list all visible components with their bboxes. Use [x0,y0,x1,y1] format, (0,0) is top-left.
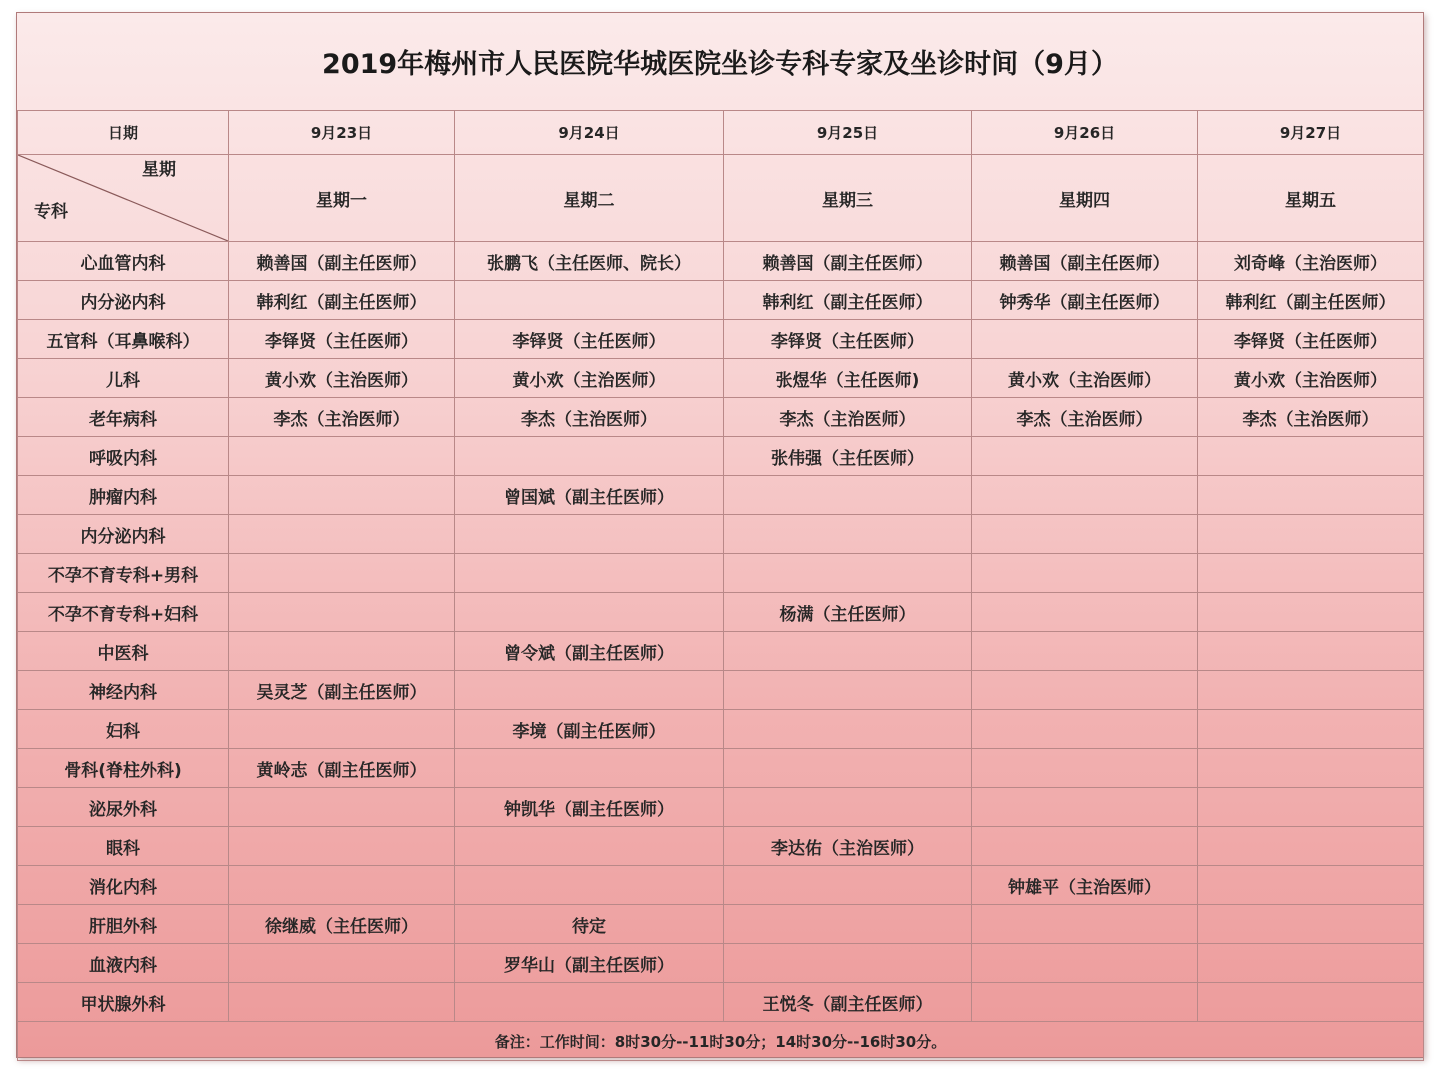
doctor-cell: 李杰（主治医师） [724,398,972,437]
doctor-cell [455,827,724,866]
doctor-cell: 杨满（主任医师） [724,593,972,632]
date-header-row [18,111,1424,155]
doctor-cell [455,593,724,632]
doctor-cell [972,476,1198,515]
weekday-cell: 星期五 [1198,155,1424,242]
doctor-cell: 黄小欢（主治医师） [229,359,455,398]
doctor-cell [1198,788,1424,827]
doctor-cell [1198,827,1424,866]
doctor-cell [972,515,1198,554]
doctor-cell: 李铎贤（主任医师） [455,320,724,359]
table-row [18,710,1424,749]
doctor-cell [1198,866,1424,905]
doctor-cell [724,632,972,671]
doctor-cell: 李杰（主治医师） [972,398,1198,437]
weekday-cell: 星期四 [972,155,1198,242]
doctor-cell: 李境（副主任医师） [455,710,724,749]
doctor-cell [724,671,972,710]
doctor-cell [1198,710,1424,749]
dept-name: 五官科（耳鼻喉科） [18,320,229,359]
dept-name: 肿瘤内科 [18,476,229,515]
doctor-cell [972,944,1198,983]
doctor-cell: 李铎贤（主任医师） [1198,320,1424,359]
work-hours-note: 备注：工作时间：8时30分--11时30分；14时30分--16时30分。 [18,1022,1424,1061]
weekday-label: 星期 [142,160,176,180]
doctor-cell: 刘奇峰（主治医师） [1198,242,1424,281]
dept-name: 心血管内科 [18,242,229,281]
doctor-cell [972,905,1198,944]
table-row [18,632,1424,671]
doctor-cell: 张鹏飞（主任医师、院长） [455,242,724,281]
doctor-cell [972,632,1198,671]
doctor-cell [1198,632,1424,671]
doctor-cell [229,593,455,632]
doctor-cell [724,554,972,593]
table-row [18,827,1424,866]
doctor-cell [724,905,972,944]
table-row [18,515,1424,554]
table-row [18,320,1424,359]
dept-name: 不孕不育专科+妇科 [18,593,229,632]
date-cell: 9月24日 [455,111,724,155]
date-cell: 9月25日 [724,111,972,155]
dept-name: 妇科 [18,710,229,749]
doctor-cell [1198,593,1424,632]
weekday-cell: 星期二 [455,155,724,242]
diagonal-header-cell [18,155,229,242]
doctor-cell [972,593,1198,632]
doctor-cell [972,983,1198,1022]
note-row [18,1022,1424,1061]
doctor-cell: 曾国斌（副主任医师） [455,476,724,515]
doctor-cell [724,710,972,749]
table-row [18,749,1424,788]
doctor-cell [724,515,972,554]
doctor-cell [724,944,972,983]
doctor-cell: 李杰（主治医师） [1198,398,1424,437]
doctor-cell [455,281,724,320]
doctor-cell [1198,554,1424,593]
table-row [18,281,1424,320]
table-row [18,242,1424,281]
doctor-cell: 吴灵芝（副主任医师） [229,671,455,710]
table-row [18,437,1424,476]
doctor-cell: 待定 [455,905,724,944]
doctor-cell: 曾令斌（副主任医师） [455,632,724,671]
doctor-cell [455,437,724,476]
doctor-cell [972,671,1198,710]
date-cell: 9月23日 [229,111,455,155]
table-row [18,944,1424,983]
doctor-cell [972,749,1198,788]
dept-name: 儿科 [18,359,229,398]
table-row [18,671,1424,710]
doctor-cell [229,710,455,749]
doctor-cell: 黄小欢（主治医师） [455,359,724,398]
doctor-cell: 钟凯华（副主任医师） [455,788,724,827]
dept-name: 骨科(脊柱外科) [18,749,229,788]
doctor-cell [972,320,1198,359]
dept-name: 老年病科 [18,398,229,437]
table-row [18,359,1424,398]
date-label: 日期 [18,111,229,155]
doctor-cell [972,788,1198,827]
dept-name: 泌尿外科 [18,788,229,827]
weekday-header-row [18,155,1424,242]
weekday-cell: 星期一 [229,155,455,242]
doctor-cell [1198,476,1424,515]
date-cell: 9月27日 [1198,111,1424,155]
doctor-cell [972,437,1198,476]
dept-name: 内分泌内科 [18,281,229,320]
doctor-cell: 钟秀华（副主任医师） [972,281,1198,320]
schedule-sheet [16,12,1424,1058]
doctor-cell [1198,749,1424,788]
doctor-cell: 张伟强（主任医师） [724,437,972,476]
doctor-cell [229,476,455,515]
doctor-cell: 赖善国（副主任医师） [724,242,972,281]
page-title: 2019年梅州市人民医院华城医院坐诊专科专家及坐诊时间（9月） [17,13,1423,111]
doctor-cell [1198,983,1424,1022]
date-cell: 9月26日 [972,111,1198,155]
table-row [18,788,1424,827]
doctor-cell: 王悦冬（副主任医师） [724,983,972,1022]
dept-name: 不孕不育专科+男科 [18,554,229,593]
doctor-cell: 黄小欢（主治医师） [1198,359,1424,398]
doctor-cell: 钟雄平（主治医师） [972,866,1198,905]
doctor-cell [1198,671,1424,710]
doctor-cell [229,866,455,905]
dept-name: 眼科 [18,827,229,866]
doctor-cell [972,827,1198,866]
table-row [18,905,1424,944]
doctor-cell: 罗华山（副主任医师） [455,944,724,983]
doctor-cell [455,554,724,593]
doctor-cell [455,983,724,1022]
doctor-cell: 李杰（主治医师） [229,398,455,437]
table-row [18,866,1424,905]
doctor-cell: 韩利红（副主任医师） [724,281,972,320]
doctor-cell: 李达佑（主治医师） [724,827,972,866]
doctor-cell: 徐继威（主任医师） [229,905,455,944]
dept-name: 内分泌内科 [18,515,229,554]
doctor-cell [455,866,724,905]
doctor-cell: 黄岭志（副主任医师） [229,749,455,788]
doctor-cell [229,515,455,554]
dept-label: 专科 [34,202,68,222]
doctor-cell: 李杰（主治医师） [455,398,724,437]
doctor-cell [1198,515,1424,554]
table-row [18,398,1424,437]
doctor-cell: 张煜华（主任医师) [724,359,972,398]
doctor-cell [724,749,972,788]
doctor-cell [724,788,972,827]
dept-name: 消化内科 [18,866,229,905]
doctor-cell [455,671,724,710]
doctor-cell: 赖善国（副主任医师） [972,242,1198,281]
doctor-cell [972,554,1198,593]
doctor-cell: 韩利红（副主任医师） [1198,281,1424,320]
doctor-cell: 李铎贤（主任医师） [229,320,455,359]
dept-name: 甲状腺外科 [18,983,229,1022]
doctor-cell [229,554,455,593]
table-row [18,476,1424,515]
doctor-cell [972,710,1198,749]
dept-name: 中医科 [18,632,229,671]
table-row [18,554,1424,593]
dept-name: 神经内科 [18,671,229,710]
doctor-cell [455,749,724,788]
doctor-cell [229,983,455,1022]
doctor-cell [229,632,455,671]
doctor-cell [1198,905,1424,944]
dept-name: 呼吸内科 [18,437,229,476]
schedule-table [17,110,1424,1061]
doctor-cell [1198,437,1424,476]
doctor-cell [229,827,455,866]
table-row [18,983,1424,1022]
doctor-cell: 赖善国（副主任医师） [229,242,455,281]
doctor-cell [724,866,972,905]
dept-name: 血液内科 [18,944,229,983]
dept-name: 肝胆外科 [18,905,229,944]
doctor-cell [1198,944,1424,983]
doctor-cell [229,437,455,476]
doctor-cell: 李铎贤（主任医师） [724,320,972,359]
doctor-cell [724,476,972,515]
doctor-cell [455,515,724,554]
doctor-cell: 韩利红（副主任医师） [229,281,455,320]
doctor-cell [229,944,455,983]
table-row [18,593,1424,632]
doctor-cell [229,788,455,827]
doctor-cell: 黄小欢（主治医师） [972,359,1198,398]
weekday-cell: 星期三 [724,155,972,242]
